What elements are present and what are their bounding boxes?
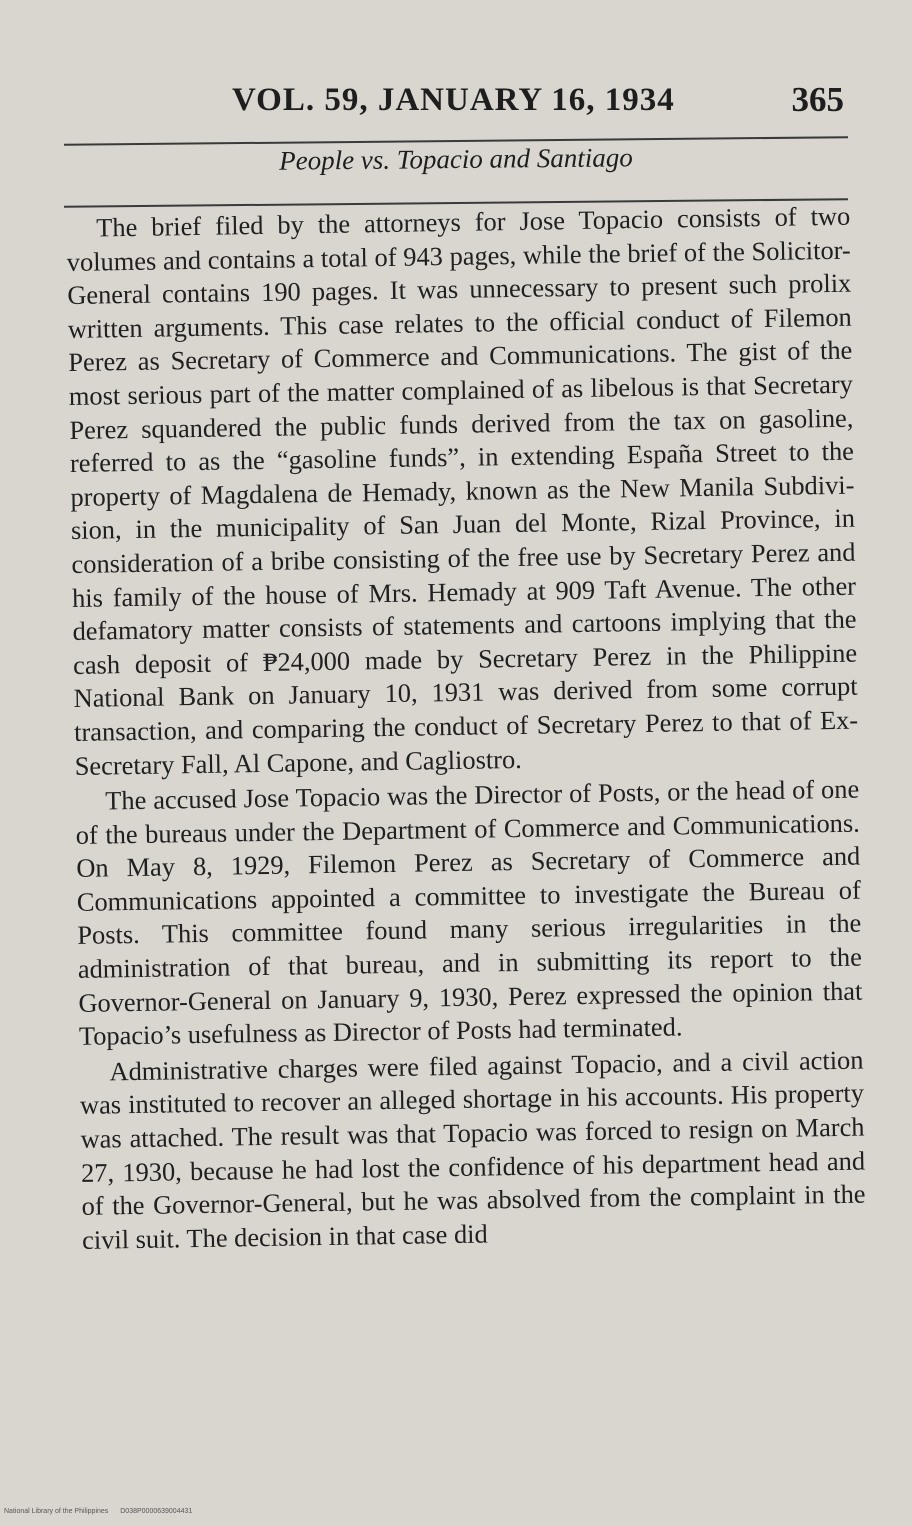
paragraph: The brief filed by the attorneys for Jose Topacio consists of two volumes and contains a total of 943 pages, while the brief of the Solicitor-General contains 190 pages. It was unnecessary to present such prolix written arguments. This case relates to the official conduct of Filemon Perez as Secretary of Commerce and Communications. The gist of the most serious part of the matter complained of as libelous is that Secretary Perez squandered the public funds derived from the tax on gasoline, referred to as the “gasoline funds”, in extending España Street to the property of Magdalena de Hemady, known as the New Manila Subdivision, in the municipality of San Juan del Monte, Rizal Province, in consideration of a bribe consisting of the free use by Secretary Perez and his family of the house of Mrs. Hemady at 909 Taft Avenue. The other defamatory matter consists of statements and cartoons implying that the cash deposit of ₱24,000 made by Secretary Perez in the Philippine National Bank on January 10, 1931 was derived from some corrupt transaction, and comparing the conduct of Secretary Perez to that of Ex-Secretary Fall, Al Capone, and Cagliostro. (66, 200, 859, 781)
paragraph: The accused Jose Topacio was the Director of Posts, or the head of one of the bureaus under the Department of Commerce and Communications. On May 8, 1929, Filemon Perez as Secretary of Commerce and Communications appointed a committee to investigate the Bureau of Posts. This committee found many serious irregularities in the administration of that bureau, and in submitting its report to the Governor-General on January 9, 1930, Perez expressed the opinion that Topacio’s usefulness as Director of Posts had terminated. (75, 773, 863, 1052)
volume-date-heading: VOL. 59, JANUARY 16, 1934 (232, 82, 675, 118)
case-title: People vs. Topacio and Santiago (278, 142, 633, 176)
body-text (66, 200, 866, 1258)
page-number: 365 (791, 80, 844, 119)
scan-footer (4, 1508, 192, 1515)
library-credit: National Library of the Philippines (4, 1508, 109, 1515)
running-head (0, 82, 912, 132)
scan-code: D038P0000639004431 (120, 1508, 193, 1515)
paragraph: Administrative charges were filed against Topacio, and a civil action was instituted to recover an alleged shortage in his accounts. His property was attached. The result was that Topacio was forced to resign on March 27, 1930, because he had lost the confidence of his department head and of the Governor-General, but he was absolved from the complaint in the civil suit. The decision in that case did (79, 1044, 866, 1255)
